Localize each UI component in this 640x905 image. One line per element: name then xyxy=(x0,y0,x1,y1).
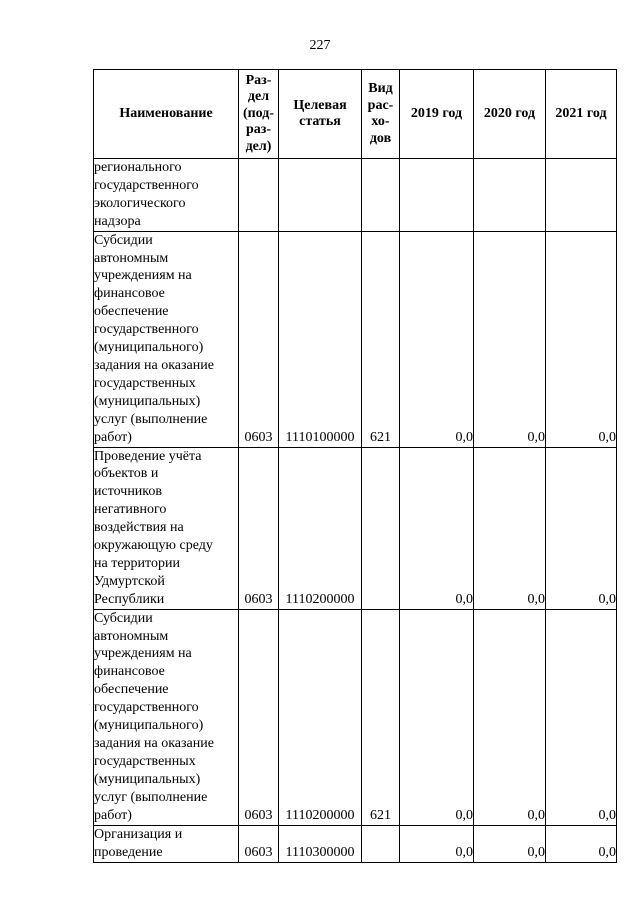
row-2021: 0,0 xyxy=(546,447,617,609)
header-expense-type: Вид рас- хо- дов xyxy=(362,70,400,159)
header-target: Целевая статья xyxy=(279,70,362,159)
table-header-row xyxy=(94,70,617,159)
budget-table xyxy=(93,69,617,863)
row-2019: 0,0 xyxy=(400,609,474,825)
row-name: Проведение учёта объектов и источников негативного воздействия на окружающую среду на территории Удмуртской Республики xyxy=(94,447,239,609)
table-row xyxy=(94,159,617,232)
header-name: Наименование xyxy=(94,70,239,159)
row-2019: 0,0 xyxy=(400,447,474,609)
row-name: Организация и проведение xyxy=(94,825,239,862)
row-name: Субсидии автономным учреждениям на финансовое обеспечение государственного (муниципального) задания на оказание государственных (муниципальных) услуг (выполнение работ) xyxy=(94,231,239,447)
header-section: Раз- дел (под- раз- дел) xyxy=(239,70,279,159)
table-row xyxy=(94,447,617,609)
row-section: 0603 xyxy=(239,447,279,609)
header-2020: 2020 год xyxy=(474,70,546,159)
row-section: 0603 xyxy=(239,231,279,447)
row-2020: 0,0 xyxy=(474,825,546,862)
row-section xyxy=(239,159,279,232)
table-row xyxy=(94,825,617,862)
row-2020: 0,0 xyxy=(474,609,546,825)
row-2019: 0,0 xyxy=(400,231,474,447)
page-number: 227 xyxy=(309,38,331,53)
row-target: 1110200000 xyxy=(279,609,362,825)
row-expense-type xyxy=(362,447,400,609)
row-section: 0603 xyxy=(239,609,279,825)
row-name: Субсидии автономным учреждениям на финансовое обеспечение государственного (муниципального) задания на оказание государственных (муниципальных) услуг (выполнение работ) xyxy=(94,609,239,825)
row-target: 1110300000 xyxy=(279,825,362,862)
header-2021: 2021 год xyxy=(546,70,617,159)
row-section: 0603 xyxy=(239,825,279,862)
row-expense-type: 621 xyxy=(362,231,400,447)
row-2021: 0,0 xyxy=(546,825,617,862)
row-target: 1110200000 xyxy=(279,447,362,609)
row-target: 1110100000 xyxy=(279,231,362,447)
row-expense-type xyxy=(362,825,400,862)
row-expense-type: 621 xyxy=(362,609,400,825)
row-2019: 0,0 xyxy=(400,825,474,862)
row-2021 xyxy=(546,159,617,232)
row-name: регионального государственного экологического надзора xyxy=(94,159,239,232)
row-target xyxy=(279,159,362,232)
row-2020 xyxy=(474,159,546,232)
table-row xyxy=(94,231,617,447)
row-2020: 0,0 xyxy=(474,231,546,447)
table-row xyxy=(94,609,617,825)
row-2021: 0,0 xyxy=(546,231,617,447)
row-2019 xyxy=(400,159,474,232)
row-expense-type xyxy=(362,159,400,232)
row-2021: 0,0 xyxy=(546,609,617,825)
header-2019: 2019 год xyxy=(400,70,474,159)
row-2020: 0,0 xyxy=(474,447,546,609)
